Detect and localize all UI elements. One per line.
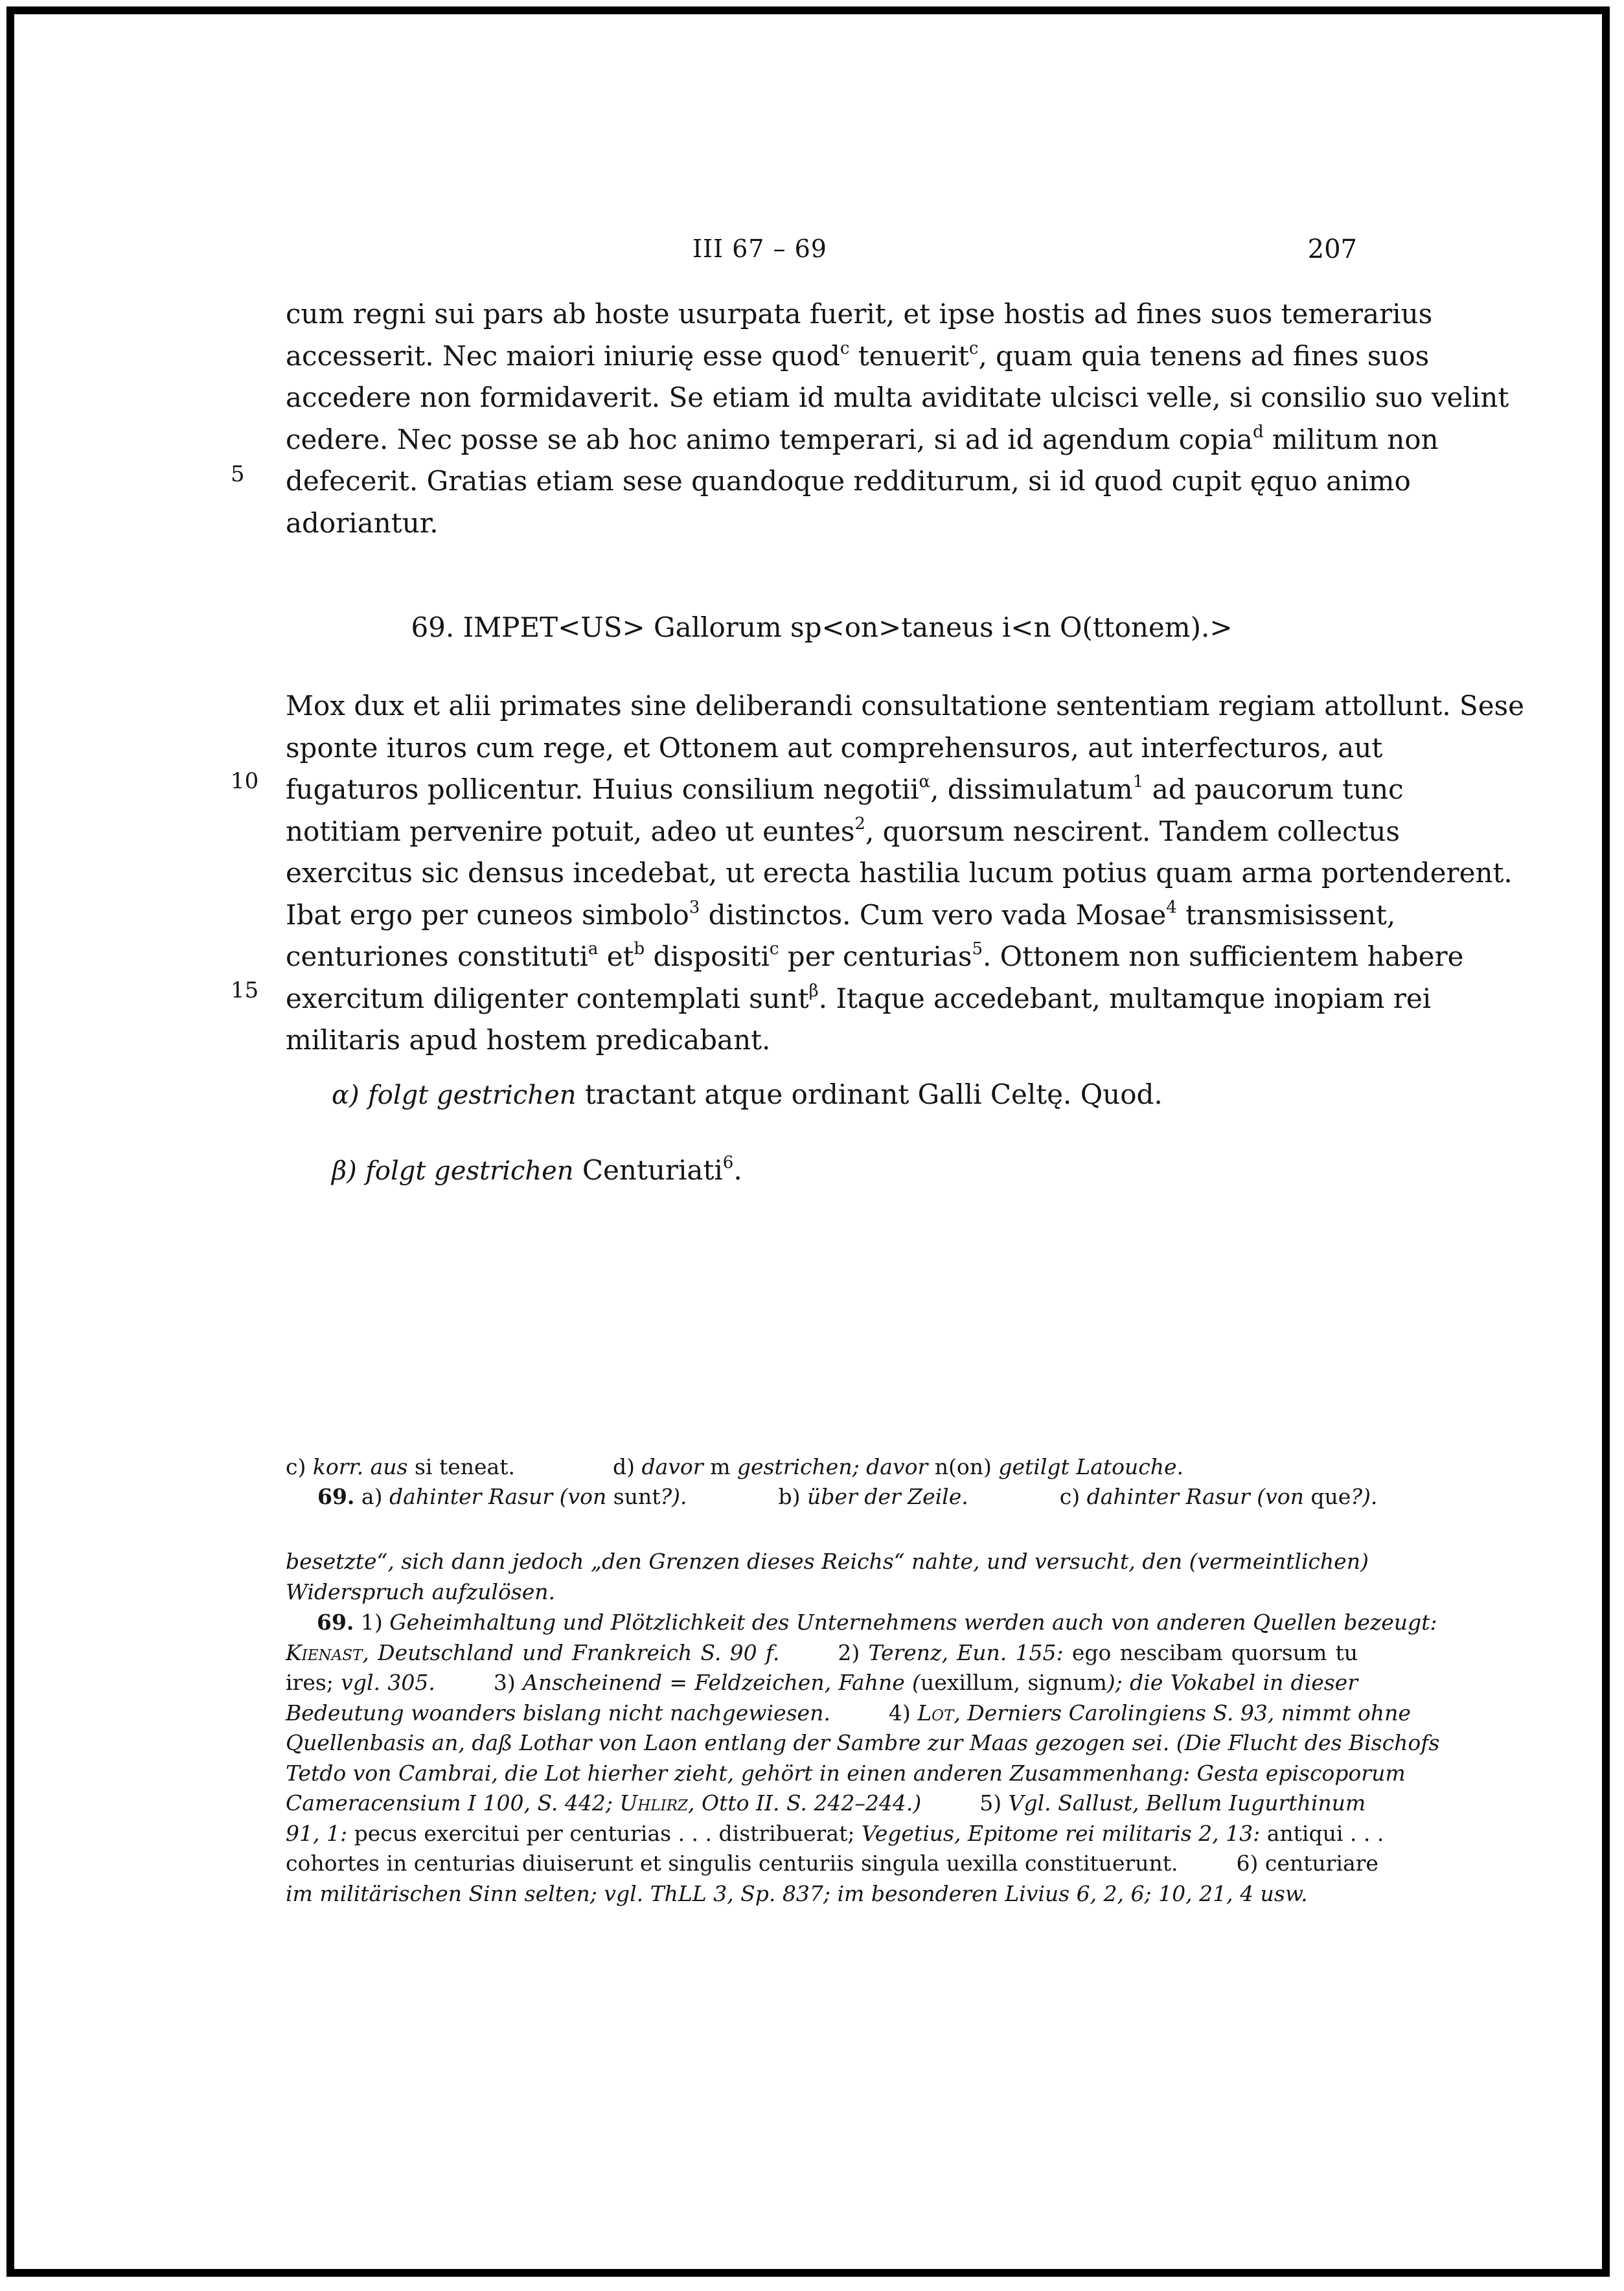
apparatus-line-1: c) korr. aus si teneat. d) davor m gestrichen; davor n(on) getilgt Latouche.: [286, 1454, 1184, 1479]
text-line: notitiam pervenire potuit, adeo ut euntes$^2$, quorsum nescirent. Tandem collectus: [286, 814, 1400, 847]
note-beta: β) folgt gestrichen Centuriati$^6$.: [332, 1153, 742, 1186]
text-line: fugaturos pollicentur. Huius consilium negotii$^\alpha$, dissimulatum$^1$ ad paucorum tunc: [286, 772, 1404, 805]
text-line: militaris apud hostem predicabant.: [286, 1024, 771, 1056]
commentary-69: 69. 1) Geheimhaltung und Plötzlichkeit des Unternehmens werden auch von anderen Quellen bezeugt: Kienast, Deutschland und Frankreich S. 90 f. 2) Terenz, Eun. 155: ego nescibam quorsum tu ires; vgl. 305. 3) Anscheinend = Feldzeichen, Fahne (uexillum, signum); die Vokabel in dieser Bedeutung woanders bislang nicht nachgewiesen. 4) Lot, Derniers Carolingiens S. 93, nimmt ohne Quellenbasis an, daß Lothar von Laon entlang der Sambre zur Maas gezogen sei. (Die Flucht des Bischofs Tetdo von Cambrai, die Lot hierher zieht, gehört in einen anderen Zusammenhang: Gesta episcoporum Cameracensium I 100, S. 442; Uhlirz, Otto II. S. 242–244.) 5) Vgl. Sallust, Bellum Iugurthinum 91, 1: pecus exercitui per centurias . . . distribuerat; Vegetius, Epitome rei militaris 2, 13: antiqui . . . cohortes in centurias diuiserunt et singulis centuriis singula uexilla constituerunt. 6) centuriare im militärischen Sinn selten; vgl. ThLL 3, Sp. 837; im besonderen Livius 6, 2, 6; 10, 21, 4 usw.: [286, 1610, 1440, 1906]
text-line: Ibat ergo per cuneos simbolo$^3$ distinctos. Cum vero vada Mosae$^4$ transmisissent,: [286, 897, 1396, 931]
text-line: adoriantur.: [286, 507, 439, 539]
running-head: III 67 – 69: [692, 234, 827, 263]
text-line: Mox dux et alii primates sine deliberandi consultatione sententiam regiam attollunt. Sese: [286, 690, 1524, 722]
page-number: 207: [1307, 234, 1357, 264]
text-line: cedere. Nec posse se ab hoc animo temperari, si ad id agendum copia$^d$ militum non: [286, 422, 1439, 455]
paragraph-1: [286, 293, 1509, 544]
text-line: accedere non formidaverit. Se etiam id multa aviditate ulcisci velle, si consilio suo velint: [286, 382, 1509, 413]
text-line: exercitus sic densus incedebat, ut erecta hastilia lucum potius quam arma portenderent.: [286, 857, 1513, 889]
commentary-68-end: besetzte“, sich dann jedoch „den Grenzen dieses Reichs“ nahte, und versucht, den (vermeintlichen) Widerspruch aufzulösen.: [286, 1549, 1369, 1604]
chapter-heading: 69. IMPET<US> Gallorum sp<on>taneus i<n O(ttonem).>: [411, 611, 1233, 643]
note-alpha: α) folgt gestrichen tractant atque ordinant Galli Celtę. Quod.: [332, 1078, 1163, 1110]
line-number: 5: [231, 461, 245, 487]
apparatus-line-2: 69. a) dahinter Rasur (von sunt?). b) über der Zeile. c) dahinter Rasur (von que?).: [317, 1484, 1378, 1509]
paragraph-2: [286, 685, 1524, 1062]
text-line: defecerit. Gratias etiam sese quandoque redditurum, si id quod cupit ęquo animo: [286, 465, 1411, 497]
line-number: 10: [231, 768, 259, 794]
text-line: centuriones constituti$^a$ $et^b$ dispositi$^c$ per centurias$^5$. Ottonem non sufficientem habere: [286, 939, 1464, 972]
text-line: accesserit. Nec maiori iniurię esse quod$^c$ tenuerit$^c$, quam quia tenens ad fines suos: [286, 338, 1430, 372]
text-line: cum regni sui pars ab hoste usurpata fuerit, et ipse hostis ad fines suos temerarius: [286, 298, 1433, 330]
line-number: 15: [231, 977, 259, 1003]
text-line: exercitum diligenter contemplati sunt$^\beta$. Itaque accedebant, multamque inopiam rei: [286, 981, 1432, 1014]
text-line: sponte ituros cum rege, et Ottonem aut comprehensuros, aut interfecturos, aut: [286, 731, 1383, 764]
